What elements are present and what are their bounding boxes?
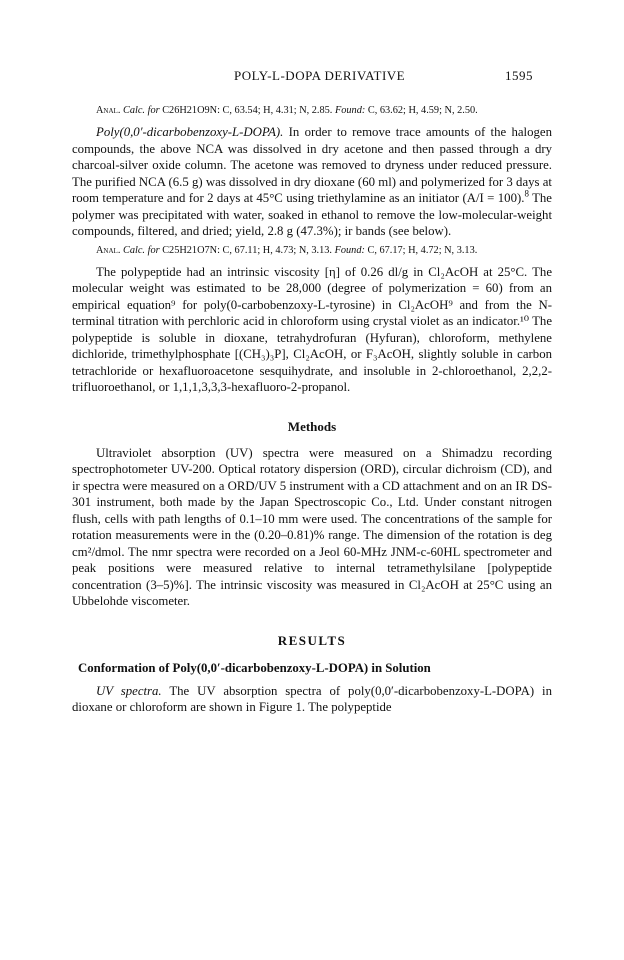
- paragraph-uv-spectra: [72, 683, 552, 716]
- calc-label: Calc. for: [122, 105, 160, 116]
- anal-label: Anal.: [96, 105, 121, 116]
- paragraph-synthesis: [72, 124, 552, 240]
- anal-label: Anal.: [96, 244, 121, 256]
- formula-1: C26H21O9N: [162, 105, 218, 116]
- uv-spectra-label: UV spectra.: [96, 683, 162, 698]
- analysis-line-1: [72, 104, 552, 118]
- analysis-line-2: [72, 244, 552, 258]
- found-label: Found:: [334, 244, 365, 256]
- found-values: C, 67.17; H, 4.72; N, 3.13.: [364, 244, 478, 256]
- paragraph-text-a: In order to remove trace amounts of the halogen compounds, the above NCA was dissolved in dry acetone and then passed through a dry charcoal-silver oxide column. The acetone was removed to dryness under reduced pressure. The purified NCA (6.5 g) was dissolved in dry dioxane (60 ml) and polymerized for 3 days at room temperature and for 2 days at 45°C using triethylamine as an initiator (A/I = 100).: [72, 125, 552, 205]
- calc-label: Calc. for: [122, 244, 160, 256]
- calc-values: : C, 67.11; H, 4.73; N, 3.13.: [217, 244, 332, 256]
- found-label: Found:: [334, 105, 366, 116]
- paragraph-italic-title: Poly(0,0′-dicarbobenzoxy-L-DOPA).: [96, 125, 284, 139]
- paragraph-properties: The polypeptide had an intrinsic viscosity [η] of 0.26 dl/g in Cl₂AcOH at 25°C. The molecular weight was estimated to be 28,000 (degree of polymerization = 60) from an empirical equation⁹ for poly(0-carbobenzoxy-L-tyrosine) in Cl₂AcOH⁹ and from the N-terminal titration with perchloric acid in chloroform using crystal violet as an indicator.¹⁰ The polypeptide is soluble in dioxane, tetrahydrofuran (Hyfuran), chloroform, methylene dichloride, trimethylphosphate [(CH₃)₃P], Cl₂AcOH, or F₃AcOH, slightly soluble in carbon tetrachloride or hexafluoroacetone sesquihydrate, and insoluble in 2-chloroethanol, 2,2,2-trifluoroethanol, or 1,1,1,3,3,3-hexafluoro-2-propanol.: [72, 264, 552, 394]
- reference-8: 8: [524, 188, 529, 199]
- page-number: 1595: [505, 68, 533, 83]
- running-header: [0, 68, 624, 88]
- calc-values: : C, 63.54; H, 4.31; N, 2.85.: [217, 105, 333, 116]
- paragraph-text-b: The polymer was precipitated with water, soaked in ethanol to remove the low-molecular-weight compounds, filtered, and dried; yield, 2.8 g (47.3%); ir bands (see below).: [72, 191, 552, 238]
- page-content: [72, 100, 552, 716]
- formula-2: C25H21O7N: [162, 244, 218, 256]
- found-values: C, 63.62; H, 4.59; N, 2.50.: [365, 105, 478, 116]
- running-title: POLY-L-DOPA DERIVATIVE: [234, 68, 406, 83]
- section-heading-methods: Methods: [287, 418, 337, 434]
- subheading-conformation: Conformation of Poly(0,0′-dicarbobenzoxy-L-DOPA) in Solution: [78, 660, 431, 675]
- section-heading-results: RESULTS: [277, 632, 347, 648]
- uv-spectra-text: The UV absorption spectra of poly(0,0′-dicarbobenzoxy-L-DOPA) in dioxane or chloroform are shown in Figure 1. The polypeptide: [72, 683, 552, 714]
- paragraph-methods: Ultraviolet absorption (UV) spectra were measured on a Shimadzu recording spectrophotometer UV-200. Optical rotatory dispersion (ORD), circular dichroism (CD), and ir spectra were measured on a ORD/UV 5 instrument with a CD attachment and on an IR DS-301 instrument, both made by the Japan Spectroscopic Co., Ltd. Under constant nitrogen flush, cells with path lengths of 0.1–10 mm were used. The concentrations of the sample for rotation measurements were in the (0.20–0.81)% range. The dimension of the rotation is deg cm²/dmol. The nmr spectra were recorded on a Jeol 60-MHz JNM-c-60HL spectrometer and peak positions were measured relative to internal tetramethylsilane [polypeptide concentration (3–5)%]. The intrinsic viscosity was measured in Cl₂AcOH at 25°C using an Ubbelohde viscometer.: [72, 445, 552, 608]
